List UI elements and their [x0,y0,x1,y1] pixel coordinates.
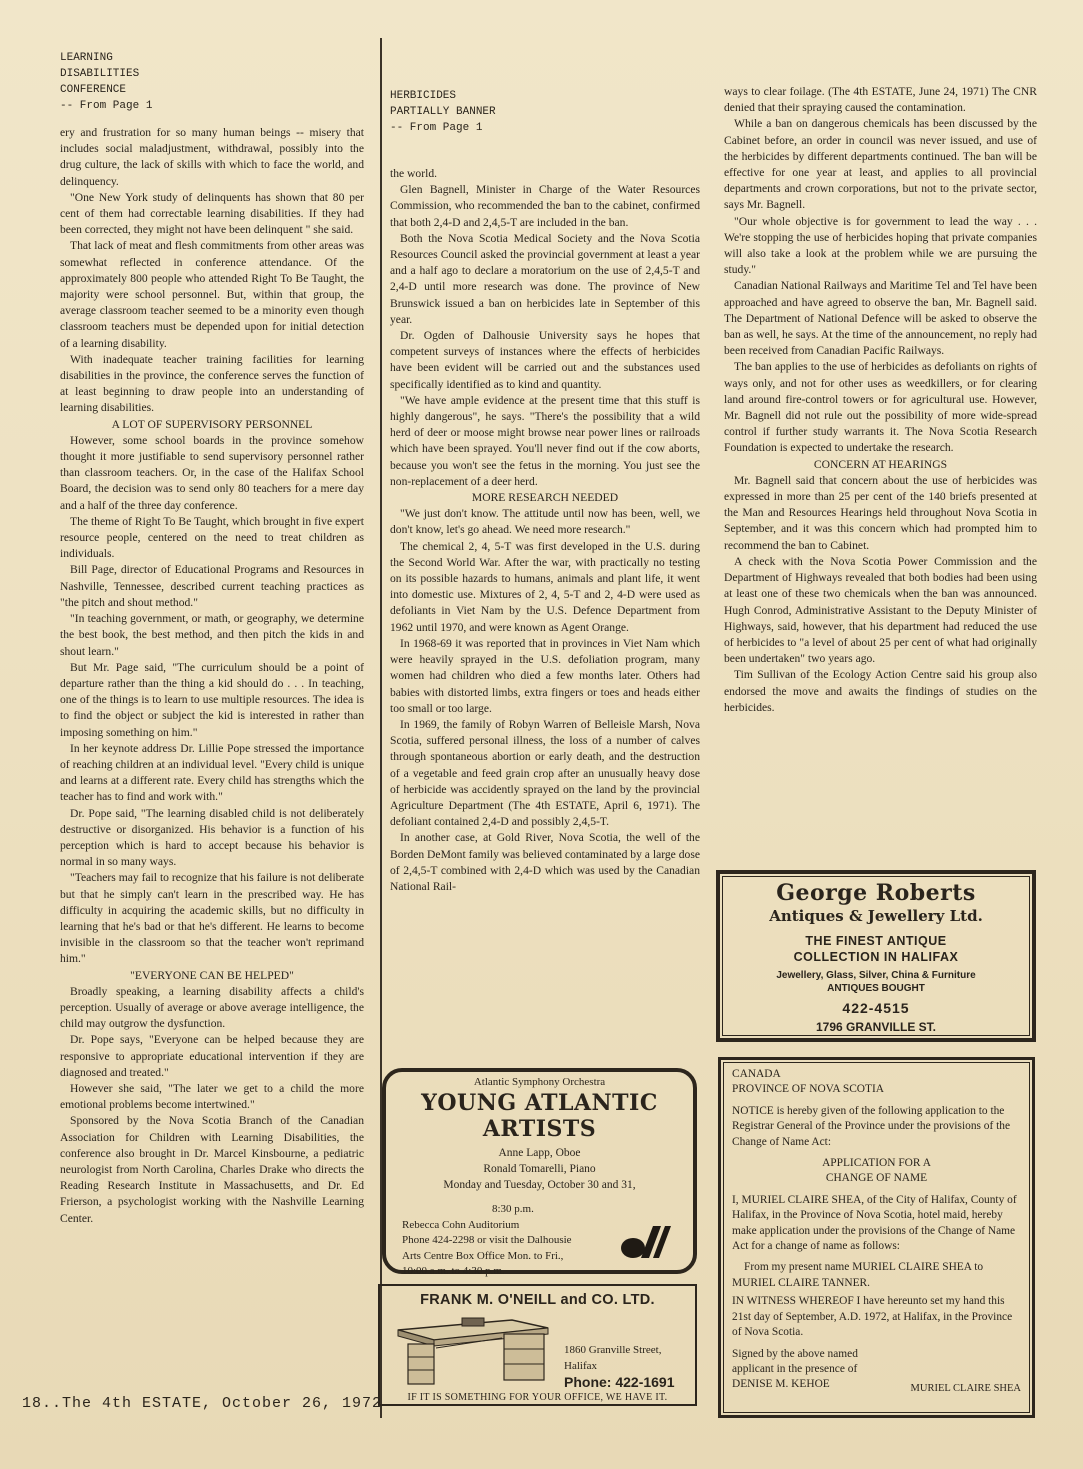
kicker-line: -- From Page 1 [60,100,153,112]
paragraph: Broadly speaking, a learning disability affects a child's perception. Usually of average or above average intelligence, the child may outgrow the dysfunction. [60,984,364,1031]
article-learning-disabilities [60,50,364,1227]
notice-signed: applicant in the presence of [732,1362,858,1375]
george-roberts-ad [716,870,1036,1042]
notice-heading: APPLICATION FOR A [822,1157,931,1170]
kicker-line: DISABILITIES [60,68,140,80]
paragraph: Mr. Bagnell said that concern about the use of herbicides was expressed in more than 25 per cent of the 140 briefs presented at the Man and Resources Hearings held throughout Nova Scotia in September, and it was this concern which had prompted him to recommend the ban to Cabinet. [724,473,1037,552]
address-line: 1860 Granville Street, [564,1344,662,1356]
ad-address: 1796 GRANVILLE ST. [815,1020,937,1034]
office-desk-icon [392,1316,552,1388]
symphony-time: 8:30 p.m. [492,1203,534,1215]
ad-business-sub: Antiques & Jewellery Ltd. [769,907,983,925]
paragraph: Sponsored by the Nova Scotia Branch of the Canadian Association for Children with Learning Disabilities, the conference also brought in Dr. Marcel Kinsbourne, a pediatric neurologist from North Carolina, Charles Drake who directs the Reading Research Institute in Massachusetts, and Dr. Ed Frierson, a psychologist working with the Nashville Learning Center. [60,1114,364,1225]
paragraph: Dr. Pope said, "The learning disabled child is not deliberately destructive or disorganized. His behavior is a function of his perception which is hard to accept because his behavior is normal in so many ways. [60,806,364,869]
notice-witness: IN WITNESS WHEREOF I have hereunto set my hand this 21st day of September, A.D. 1972, at Halifax, in the Province of Nova Scotia. [732,1295,1013,1339]
paragraph: In 1968-69 it was reported that in provinces in Viet Nam which were heavily sprayed in the U.S. defoliation program, many women had children who died a few months later. Others had babies with distorted limbs, extra fingers or toes and heads either too small or too large. [390,636,700,715]
paragraph: "One New York study of delinquents has shown that 80 per cent of them had correctable learning disabilities. If they had been corrected, they might not have been delinquent " she said. [60,190,364,237]
page-footer [22,1395,382,1412]
paragraph: A check with the Nova Scotia Power Commission and the Department of Highways revealed that both bodies had been using at least one of these two chemicals when the ban was announced. Hugh Conrod, Administrative Assistant to the Deputy Minister of Highways, said, however, that his department had reduced the use of herbicides to "a level of about 25 per cent of what had originally been undertaken" two years ago. [724,554,1037,666]
notice-body: I, MURIEL CLAIRE SHEA, of the City of Halifax, County of Halifax, in the Province of Nova Scotia, hotel maid, hereby make application under the provisions of the Change of Name Act for a change of name as follows: [732,1193,1017,1253]
notice-intro: NOTICE is hereby given of the following application to the Registrar General of the Province under the provisions of the Change of Name Act: [732,1104,1011,1148]
notice-heading: CHANGE OF NAME [825,1172,928,1185]
paragraph: In her keynote address Dr. Lillie Pope stressed the importance of reaching children at an individual level. "Every child is unique and learns at a different rate. Every child has strengths which the teacher has to find and work with." [60,741,364,804]
symphony-org: Atlantic Symphony Orchestra [473,1076,606,1088]
ad-phone: 422-4515 [842,1000,910,1016]
paragraph: the world. [390,167,438,180]
paragraph: With inadequate teacher training facilities for learning disabilities in the province, the conference serves the function of at least beginning to draw people into an understanding of learning disabilities. [60,352,364,415]
symphony-title: ARTISTS [482,1116,597,1142]
paragraph: Bill Page, director of Educational Programs and Resources in Nashville, Tennessee, described current teaching practices as "the pitch and shout method." [60,563,364,609]
article-kicker [390,88,700,136]
paragraph: The theme of Right To Be Taught, which brought in five expert resource people, centered on the need to treat children as individuals. [60,514,364,561]
paragraph: While a ban on dangerous chemicals has been discussed by the Cabinet before, an order in council was never issued, and use of the herbicides by different departments continued. The ban will be effective for one year at least, and applies to all provincial departments and crown corporations, but not to the private sector, says Mr. Bagnell. [724,117,1037,212]
symphony-box-office: Arts Centre Box Office Mon. to Fri., [402,1249,564,1262]
page-number: 18.. [22,1395,63,1412]
ad-tagline: COLLECTION IN HALIFAX [793,950,959,964]
paragraph: Tim Sullivan of the Ecology Action Centre said his group also endorsed the move and awaits the findings of studies on the herbicides. [724,668,1037,714]
paragraph: However she said, "The later we get to a child the more emotional problems become intertwined." [60,1081,364,1112]
paragraph: But Mr. Page said, "The curriculum should be a point of departure rather than the thing a kid should do . . . In teaching, one of the things is to learn to use multiple resources. The idea is to find the object or subject the kid is interested in rather than imposing something on him." [60,660,364,739]
kicker-line: CONFERENCE [60,84,127,96]
change-of-name-notice [718,1057,1035,1418]
ad-products: Jewellery, Glass, Silver, China & Furniture [776,970,976,981]
kicker-line: LEARNING [60,52,113,64]
ad-address [564,1342,661,1374]
notice-province: PROVINCE OF NOVA SCOTIA [732,1083,885,1096]
article-herbicides [390,88,700,895]
address-line: Halifax [564,1360,597,1372]
publication-date: The 4th ESTATE, October 26, 1972 [62,1395,383,1412]
notice-country: CANADA [732,1068,781,1080]
paragraph: Both the Nova Scotia Medical Society and the Nova Scotia Resources Council asked the provincial government at least a year and a half ago to declare a moratorium on the use of 2,4,5-T and 2,4-D until more research was done. The province of New Brunswick issued a ban on herbicides late in September of this year. [390,231,700,326]
kicker-line: PARTIALLY BANNER [390,106,496,118]
ad-business-name: FRANK M. O'NEILL and CO. LTD. [420,1292,655,1308]
paragraph: "We have ample evidence at the present time that this stuff is highly dangerous", he says. "There's the possibility that a wild herd of deer or moose might browse near power lines or railroads which have been sprayed. You'll never find out if the cow aborts, because you won't see the fetus in the morning. You just see the non-replacement of a deer herd. [390,393,700,488]
symphony-dates: Monday and Tuesday, October 30 and 31, [443,1179,636,1191]
paragraph: Dr. Pope says, "Everyone can be helped because they are responsive to appropriate educational intervention if they are diagnosed and treated." [60,1033,364,1079]
paragraph: The chemical 2, 4, 5-T was first developed in the U.S. during the Second World War. After the war, with practically no testing on its possible hazards to humans, animals and plant life, it went into domestic use. Mixtures of 2, 4, 5-T and 2, 4-D were used as defoliants in Viet Nam by the U.S. Defence Department from 1962 until 1970, and were known as Agent Orange. [390,539,700,634]
ad-bought: ANTIQUES BOUGHT [827,983,925,994]
paragraph: ery and frustration for so many human beings -- misery that includes social maladjustment, withdrawal, possibly into the drug culture, the lack of skills with which to face the world, and delinquency. [60,126,364,188]
ad-phone: Phone: 422-1691 [564,1374,675,1390]
paragraph: In 1969, the family of Robyn Warren of Belleisle Marsh, Nova Scotia, suffered personal illness, the loss of a number of calves through spontaneous abortion or early death, and the destruction of a vegetable and feed grain crop after an unusually heavy dose of herbicide was accidently sprayed on the land by the provincial Agriculture Department (The 4th ESTATE, April 6, 1971). The defoliant contained 2,4-D and possibly 2,4,5-T. [390,717,700,829]
symphony-box-office: 10:00 a.m. to 4:30 p.m. [402,1265,505,1277]
paragraph: The ban applies to the use of herbicides as defoliants on rights of ways only, and not for other uses as weedkillers, or for clearing land around fire-control towers or for agricultural use. However, Mr. Bagnell did not rule out the possibility of more wide-spread control if further study warrants it. The Nova Scotia Research Foundation is expected to undertake the research. [724,360,1037,455]
symphony-ad [382,1068,697,1277]
paragraph: Glen Bagnell, Minister in Charge of the Water Resources Commission, who recommended the ban to the cabinet, confirmed that both 2,4-D and 2,4,5-T are included in the ban. [390,183,700,229]
frank-oneill-ad [378,1284,697,1406]
ad-business-name: George Roberts [776,880,976,906]
paragraph: That lack of meat and flesh commitments from other areas was somewhat reflected in conference attendance. Of the approximately 800 people who attended Right To Be Taught, the majority were school personnel. But, within that group, the average classroom teacher seemed to be a minority even though classroom teachers must be depended upon for initial detection of a learning disability. [60,239,364,350]
paragraph: "Teachers may fail to recognize that his failure is not deliberate but that he simply can't learn in the prescribed way. He has difficulty in acquiring the academic skills, but no difficulty in learning that he's bad or that he's different. He learns to become invisible in the classroom so that the teacher won't reprimand him." [60,871,364,966]
ad-slogan: IF IT IS SOMETHING FOR YOUR OFFICE, WE HAVE IT. [407,1392,668,1403]
symphony-box-office: Phone 424-2298 or visit the Dalhousie [402,1234,572,1246]
symphony-performer: Ronald Tomarelli, Piano [483,1163,596,1175]
paragraph: Canadian National Railways and Maritime Tel and Tel have been approached and have agreed to observe the ban, Mr. Bagnell said. The Department of National Defence will be asked to observe the ban as well, he says. At the time of the announcement, no reply had been received from Canadian Pacific Railways. [724,279,1037,358]
paragraph: In another case, at Gold River, Nova Scotia, the well of the Borden DeMont family was believed contaminated by a large dose of 2,4,5-T combined with 2,4-D which was used by the Canadian National Rail- [390,831,700,893]
notice-applicant-name: MURIEL CLAIRE SHEA [910,1383,1021,1395]
paragraph: "Our whole objective is for government to lead the way . . . We're stopping the use of herbicides hoping that private companies will also take a look at the problem while we are pursuing the study." [724,214,1037,277]
subheading: MORE RESEARCH NEEDED [471,491,619,505]
symphony-performer: Anne Lapp, Oboe [498,1147,581,1159]
paragraph: "We just don't know. The attitude until now has been, well, we don't know, let's go ahead. We need more research." [390,507,700,537]
symphony-title: YOUNG ATLANTIC [421,1090,658,1116]
subheading: A LOT OF SUPERVISORY PERSONNEL [111,417,313,431]
subheading: CONCERN AT HEARINGS [813,457,948,471]
symphony-logo-icon [619,1224,671,1260]
notice-from: From my present name MURIEL CLAIRE SHEA to MURIEL CLAIRE TANNER. [732,1261,984,1289]
paragraph: "In teaching government, or math, or geography, we determine the best book, the best method, and then pitch the kids in and shout learn." [60,612,364,658]
ad-tagline: THE FINEST ANTIQUE [805,934,947,948]
symphony-details [402,1202,572,1280]
paragraph: ways to clear foilage. (The 4th ESTATE, June 24, 1971) The CNR denied that their spraying caused the contamination. [724,85,1037,115]
notice-signed: Signed by the above named [732,1347,858,1360]
paragraph: Dr. Ogden of Dalhousie University says he hopes that competent surveys of instances where the effects of herbicides have been evident will be carried out and the substances used specifically identified as to kind and quantity. [390,329,700,391]
paragraph: However, some school boards in the province somehow thought it more justifiable to send supervisory personnel rather than classroom teachers. Or, in the case of the Halifax School Board, the decision was to send only 80 teachers for a mere day and a half of the three day conference. [60,433,364,512]
symphony-venue: Rebecca Cohn Auditorium [402,1218,520,1231]
notice-witness-name: DENISE M. KEHOE [732,1378,830,1391]
kicker-line: -- From Page 1 [390,122,483,134]
kicker-line: HERBICIDES [390,90,457,102]
article-kicker [60,50,364,114]
article-herbicides-continued [724,84,1037,716]
subheading: "EVERYONE CAN BE HELPED" [130,968,294,982]
